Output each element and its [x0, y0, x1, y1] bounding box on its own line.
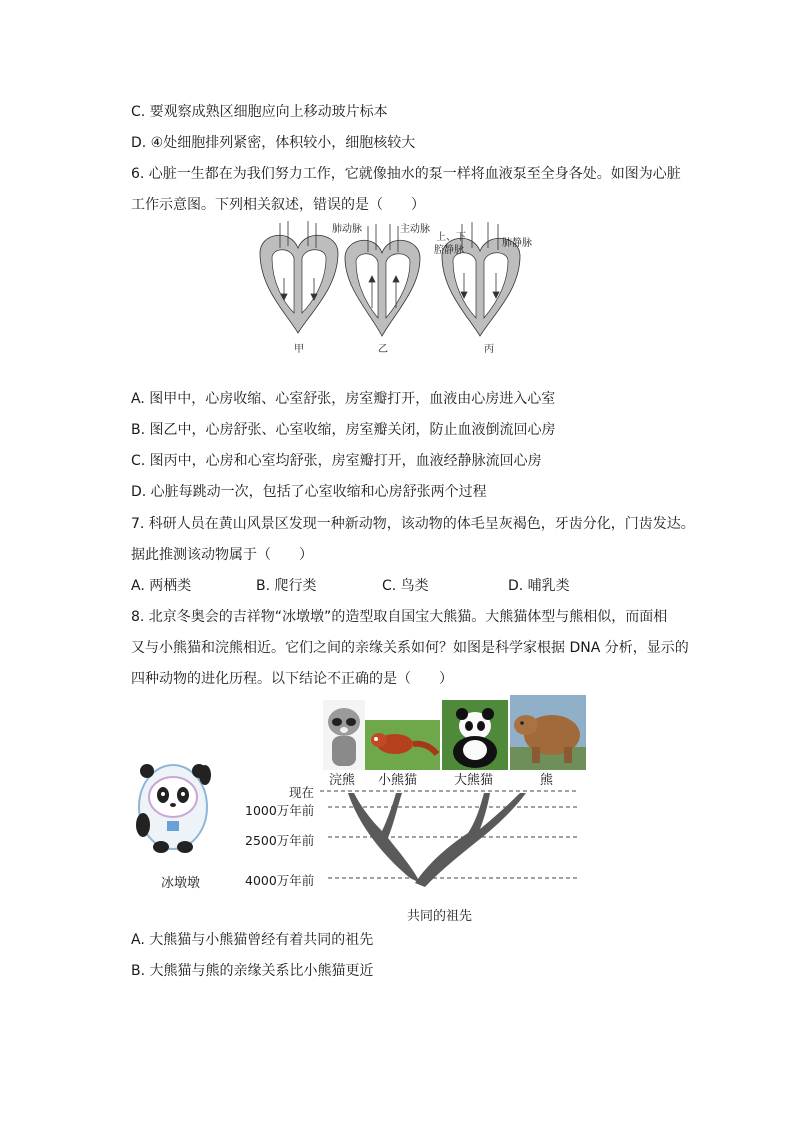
q7-stem-line2: 据此推测该动物属于（ ）	[131, 547, 313, 563]
q8-option-b: B. 大熊猫与熊的亲缘关系比小熊猫更近	[131, 963, 374, 979]
label-vena-cava-1: 上、下	[436, 232, 466, 243]
q7-option-c: C. 鸟类	[382, 578, 429, 594]
q6-option-d: D. 心脏每跳动一次，包括了心室收缩和心房舒张两个过程	[131, 484, 487, 500]
q6-option-c: C. 图丙中，心房和心室均舒张，房室瓣打开，血液经静脉流回心房	[131, 453, 542, 469]
animal-label-red-panda: 小熊猫	[378, 773, 418, 788]
time-label-40m: 4000万年前	[245, 873, 315, 888]
time-label-10m: 1000万年前	[245, 803, 315, 818]
heart-figure	[250, 218, 540, 353]
q8-stem-line3: 四种动物的进化历程。以下结论不正确的是（ ）	[131, 671, 453, 687]
heart-diagram	[250, 218, 540, 353]
giant-panda-icon	[442, 700, 508, 770]
bear-icon	[510, 695, 586, 770]
caption-jia: 甲	[294, 344, 304, 355]
q7-stem-line1: 7. 科研人员在黄山风景区发现一种新动物，该动物的体毛呈灰褐色，牙齿分化，门齿发达。	[131, 516, 695, 532]
q5-option-d: D. ④处细胞排列紧密，体积较小，细胞核较大	[131, 135, 416, 151]
animal-label-raccoon: 浣熊	[329, 773, 356, 788]
caption-bing: 丙	[484, 344, 494, 355]
common-ancestor-label: 共同的祖先	[407, 909, 473, 924]
mascot-name: 冰墩墩	[161, 876, 201, 891]
q7-option-b: B. 爬行类	[256, 578, 317, 594]
label-vena-cava-2: 腔静脉	[434, 245, 464, 256]
q6-option-b: B. 图乙中，心房舒张、心室收缩，房室瓣关闭，防止血液倒流回心房	[131, 422, 556, 438]
animal-label-bear: 熊	[540, 773, 554, 788]
time-label-now: 现在	[289, 785, 315, 800]
label-pulmonary-vein: 肺静脉	[502, 238, 532, 249]
q6-stem-line2: 工作示意图。下列相关叙述，错误的是（ ）	[131, 197, 425, 213]
caption-yi: 乙	[378, 344, 388, 355]
q8-stem-line1: 8. 北京冬奥会的吉祥物“冰墩墩”的造型取自国宝大熊猫。大熊猫体型与熊相似，而面相	[131, 609, 668, 625]
q7-option-a: A. 两栖类	[131, 578, 192, 594]
q8-stem-line2: 又与小熊猫和浣熊相近。它们之间的亲缘关系如何？如图是科学家根据 DNA 分析，显示的	[131, 640, 689, 656]
q8-option-a: A. 大熊猫与小熊猫曾经有着共同的祖先	[131, 932, 374, 948]
label-aorta: 主动脉	[400, 224, 430, 235]
time-label-25m: 2500万年前	[245, 833, 315, 848]
evolution-figure	[125, 695, 595, 930]
q6-option-a: A. 图甲中，心房收缩、心室舒张，房室瓣打开，血液由心房进入心室	[131, 391, 556, 407]
evolution-tree	[320, 783, 585, 893]
animal-label-giant-panda: 大熊猫	[454, 773, 494, 788]
q7-option-d: D. 哺乳类	[508, 578, 570, 594]
label-pulmonary-artery: 肺动脉	[332, 224, 362, 235]
q5-option-c: C. 要观察成熟区细胞应向上移动玻片标本	[131, 104, 388, 120]
red-panda-icon	[365, 720, 440, 770]
q6-stem-line1: 6. 心脏一生都在为我们努力工作，它就像抽水的泵一样将血液泵至全身各处。如图为心脏	[131, 166, 681, 182]
raccoon-icon	[323, 700, 365, 770]
bing-dwen-dwen-icon	[133, 755, 213, 855]
